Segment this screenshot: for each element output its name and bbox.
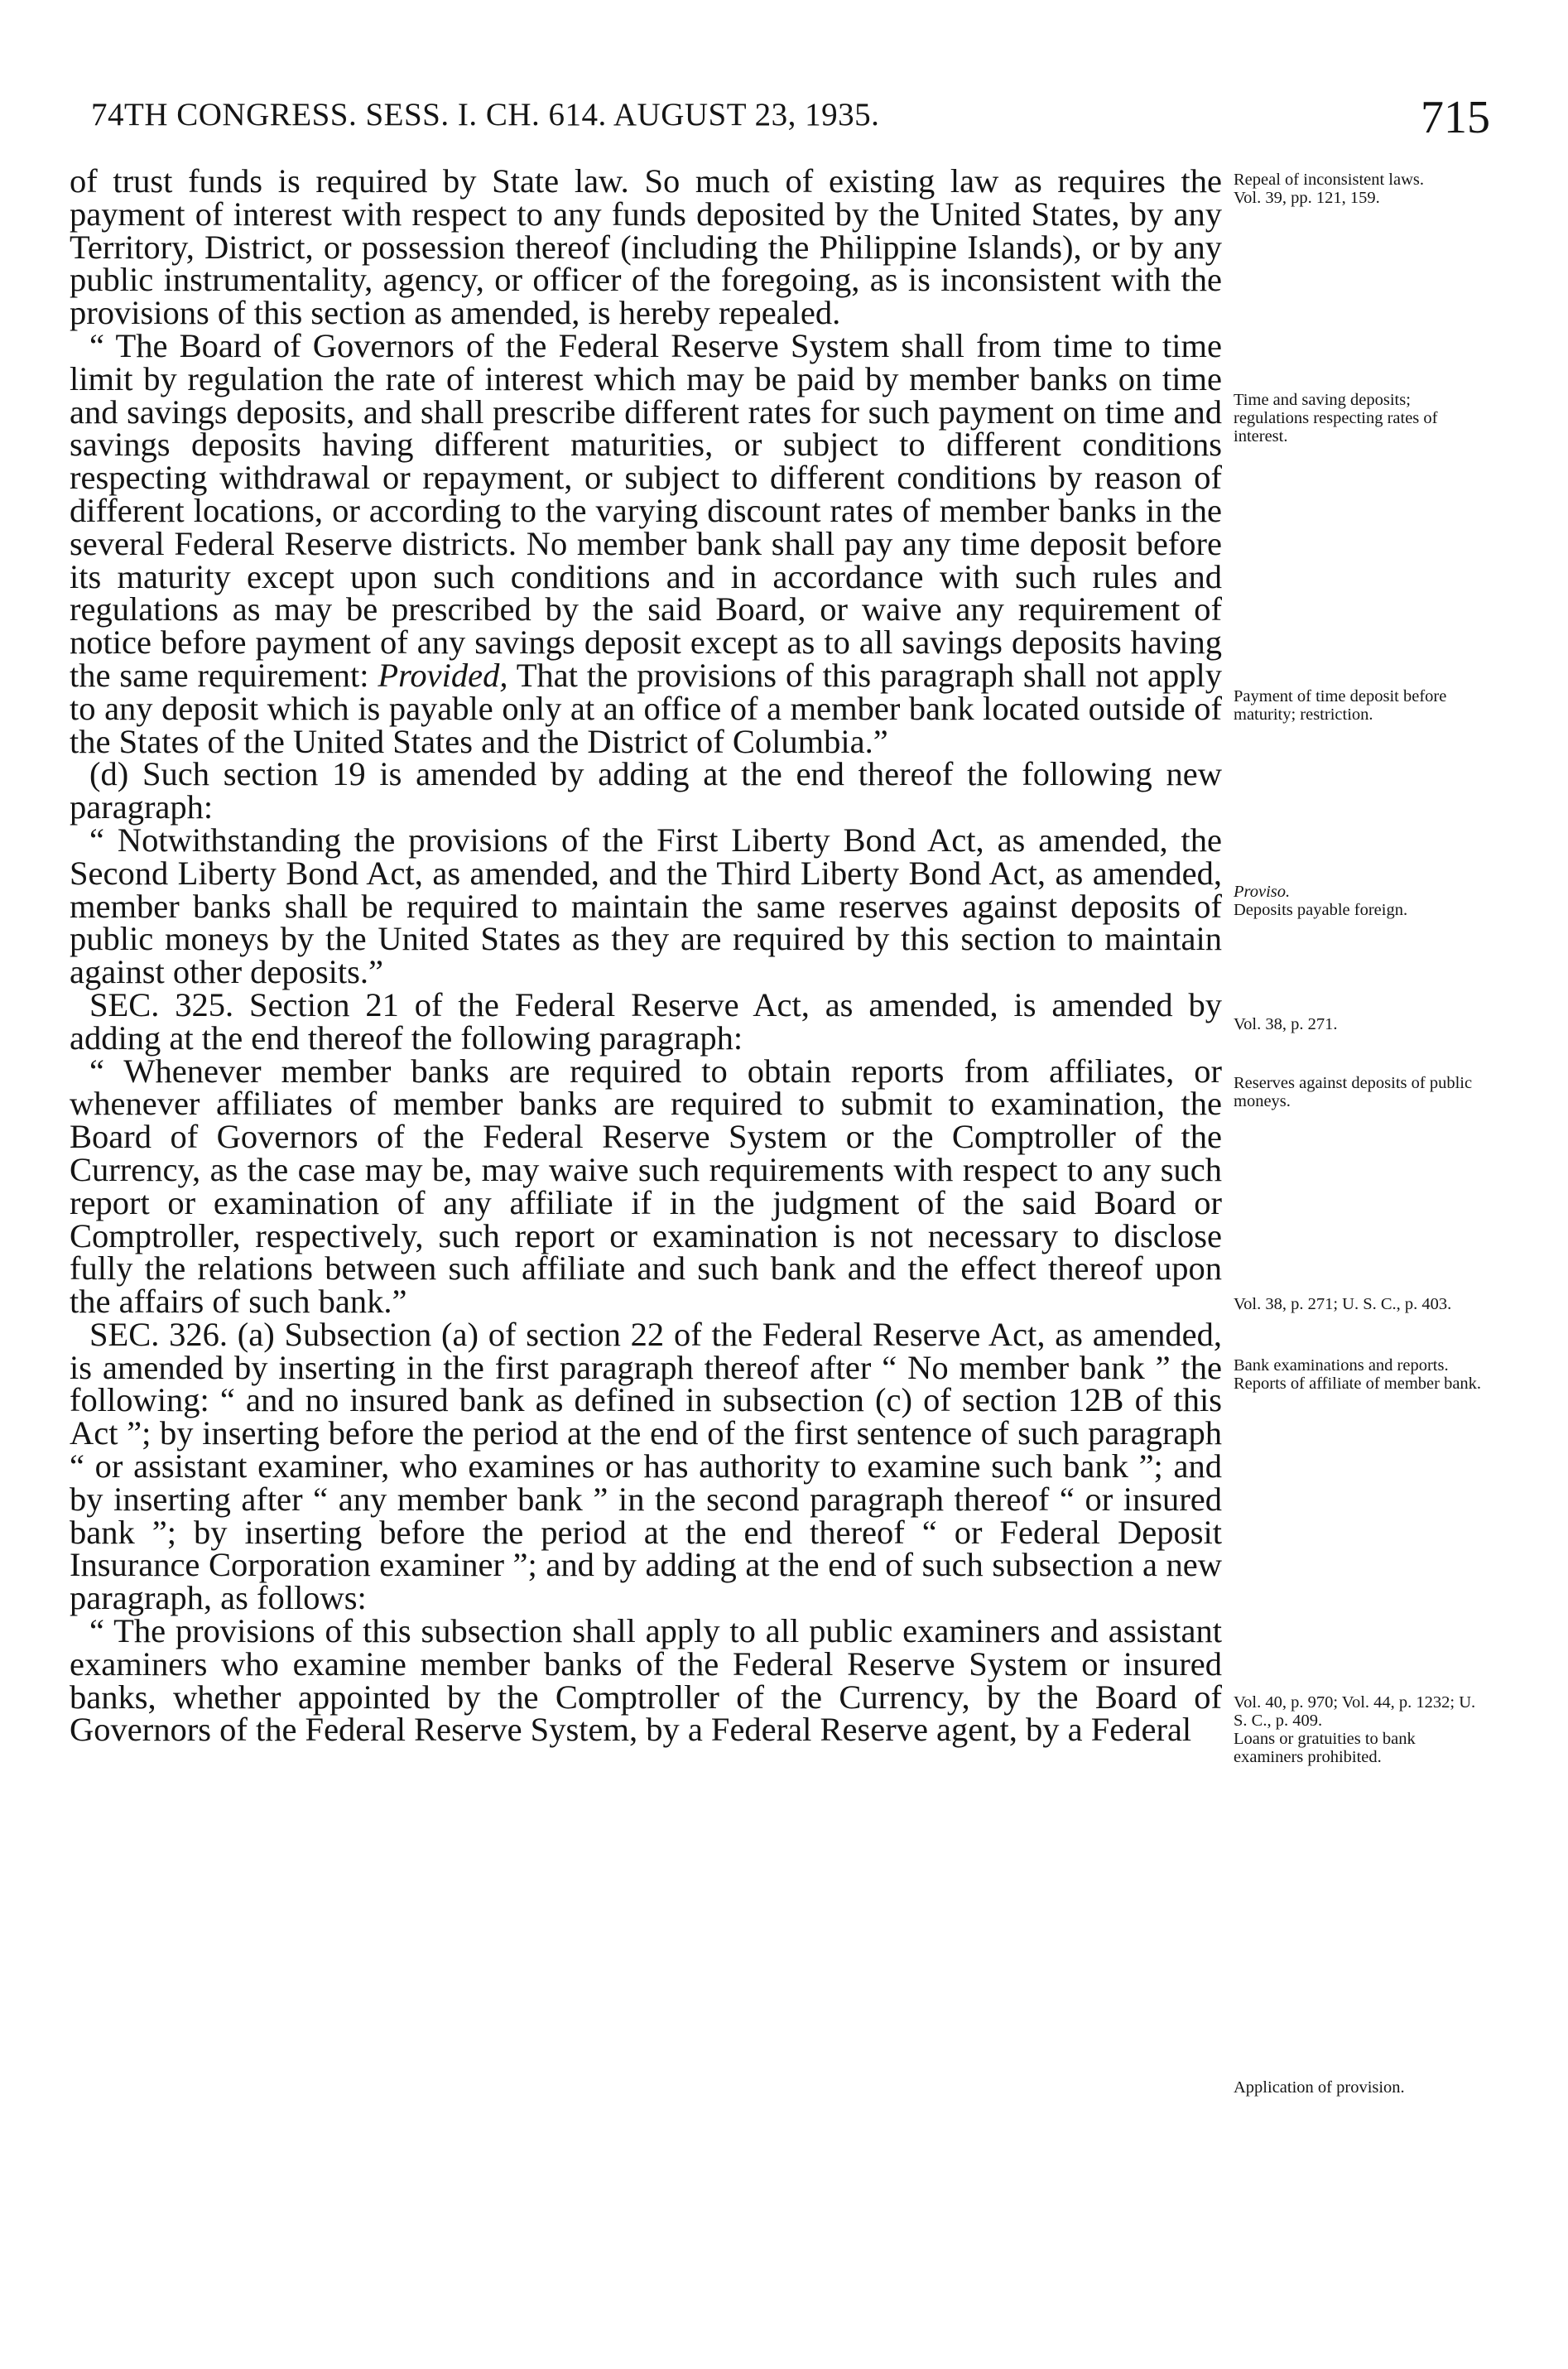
paragraph-sec-326: SEC. 326. (a) Subsection (a) of section 22 of the Federal Reserve Act, as amended, is amended by inserting in the first paragraph thereof after “ No member bank ” the following: “ and no insured bank as defined in subsection (c) of section 12B of this Act ”; by inserting before the period at the end of the first sentence of such paragraph “ or assistant examiner, who examines or has authority to examine such bank ”; and by inserting after “ any member bank ” in the second paragraph thereof “ or insured bank ”; by inserting before the period at the end thereof “ or Federal Deposit Insurance Corporation examiner ”; and by adding at the end of such subsection a new paragraph, as follows: — [70, 1315, 1222, 1617]
margin-note-line: Bank examinations and reports. — [1234, 1356, 1449, 1375]
margin-note-line: Application of provision. — [1234, 2078, 1405, 2097]
page-header — [91, 91, 1490, 149]
paragraph-sec-325: SEC. 325. Section 21 of the Federal Reserve Act, as amended, is amended by adding at the end thereof the following paragraph: — [70, 985, 1222, 1057]
margin-note-line: Vol. 40, p. 970; Vol. 44, p. 1232; U. S. C., p. 409. — [1234, 1693, 1476, 1730]
page-number: 715 — [1421, 92, 1490, 143]
paragraph-interest-rates — [70, 326, 1222, 760]
margin-note-line: Time and saving deposits; regulations respecting rates of interest. — [1234, 391, 1438, 445]
margin-note-line: Repeal of inconsistent laws. — [1234, 171, 1425, 189]
margin-note-line: Loans or gratuities to bank examiners prohibited. — [1234, 1730, 1416, 1766]
body-text — [70, 162, 1222, 1749]
margin-note-line: Payment of time deposit before maturity; restriction. — [1234, 687, 1447, 724]
margin-note — [1234, 1295, 1485, 1313]
margin-note — [1234, 1356, 1485, 1393]
margin-note-line: Vol. 39, pp. 121, 159. — [1234, 189, 1380, 207]
margin-note — [1234, 391, 1485, 445]
margin-note — [1234, 171, 1485, 207]
margin-note-line: Reports of affiliate of member bank. — [1234, 1375, 1482, 1393]
margin-note-line: Reserves against deposits of public moneys. — [1234, 1074, 1473, 1110]
proviso-label: Provided, — [378, 656, 508, 694]
paragraph-affiliates: “ Whenever member banks are required to obtain reports from affiliates, or whenever affiliates of member banks are required to submit to examination, the Board of Governors of the Federal Reserve System or the Comptroller of the Currency, as the case may be, may waive such requirements with respect to any such report or examination of any affiliate if in the judgment of the said Board or Comptroller, respectively, such report or examination is not necessary to disclose fully the relations between such affiliate and such bank and the effect thereof upon the affairs of such bank.” — [70, 1052, 1222, 1321]
margin-note — [1234, 687, 1485, 724]
margin-note-line: Deposits payable foreign. — [1234, 901, 1408, 919]
margin-note — [1234, 1693, 1485, 1766]
paragraph-liberty-bond: “ Notwithstanding the provisions of the First Liberty Bond Act, as amended, the Second Liberty Bond Act, as amended, and the Third Liberty Bond Act, as amended, member banks shall be required to maintain the same reserves against deposits of public moneys by the United States as they are required by this section to maintain against other deposits.” — [70, 821, 1222, 991]
margin-note — [1234, 883, 1485, 919]
margin-note-line: Vol. 38, p. 271; U. S. C., p. 403. — [1234, 1295, 1452, 1313]
margin-note — [1234, 1015, 1485, 1033]
paragraph-application: “ The provisions of this subsection shall apply to all public examiners and assistant examiners who examine member banks of the Federal Reserve System or insured banks, whether appointed by the Comptroller of the Currency, by the Board of Governors of the Federal Reserve System, by a Federal Reserve agent, by a Federal — [70, 1612, 1222, 1749]
running-head: 74TH CONGRESS. SESS. I. CH. 614. AUGUST 23, 1935. — [91, 97, 880, 132]
margin-note-line: Proviso. — [1234, 883, 1291, 901]
paragraph-repeal: of trust funds is required by State law. So much of existing law as requires the payment of interest with respect to any funds deposited by the United States, by any Territory, District, or possession thereof (including the Philippine Islands), or by any public instrumentality, agency, or officer of the foregoing, as is inconsistent with the provisions of this section as amended, is hereby repealed. — [70, 162, 1222, 332]
paragraph-text: That the provisions of this paragraph shall not apply to any deposit which is payable only at an office of a member bank located outside of the States of the United States and the District of Columbia.” — [70, 656, 1222, 760]
margin-note — [1234, 1074, 1485, 1110]
margin-note-line: Vol. 38, p. 271. — [1234, 1015, 1338, 1033]
margin-note — [1234, 2078, 1485, 2097]
paragraph-section-19-amendment: (d) Such section 19 is amended by adding at the end thereof the following new paragraph: — [70, 755, 1222, 826]
paragraph-text: “ The Board of Governors of the Federal Reserve System shall from time to time limit by regulation the rate of interest which may be paid by member banks on time and savings deposits, and shall prescribe different rates for such payment on time and savings deposits having different maturities, or subject to different conditions respecting withdrawal or repayment, or subject to different conditions by reason of different locations, or according to the varying discount rates of member banks in the several Federal Reserve districts. No member bank shall pay any time deposit before its maturity except upon such conditions and in accordance with such rules and regulations as may be prescribed by the said Board, or waive any requirement of notice before payment of any savings deposit except as to all savings deposits having the same requirement: — [70, 326, 1222, 694]
